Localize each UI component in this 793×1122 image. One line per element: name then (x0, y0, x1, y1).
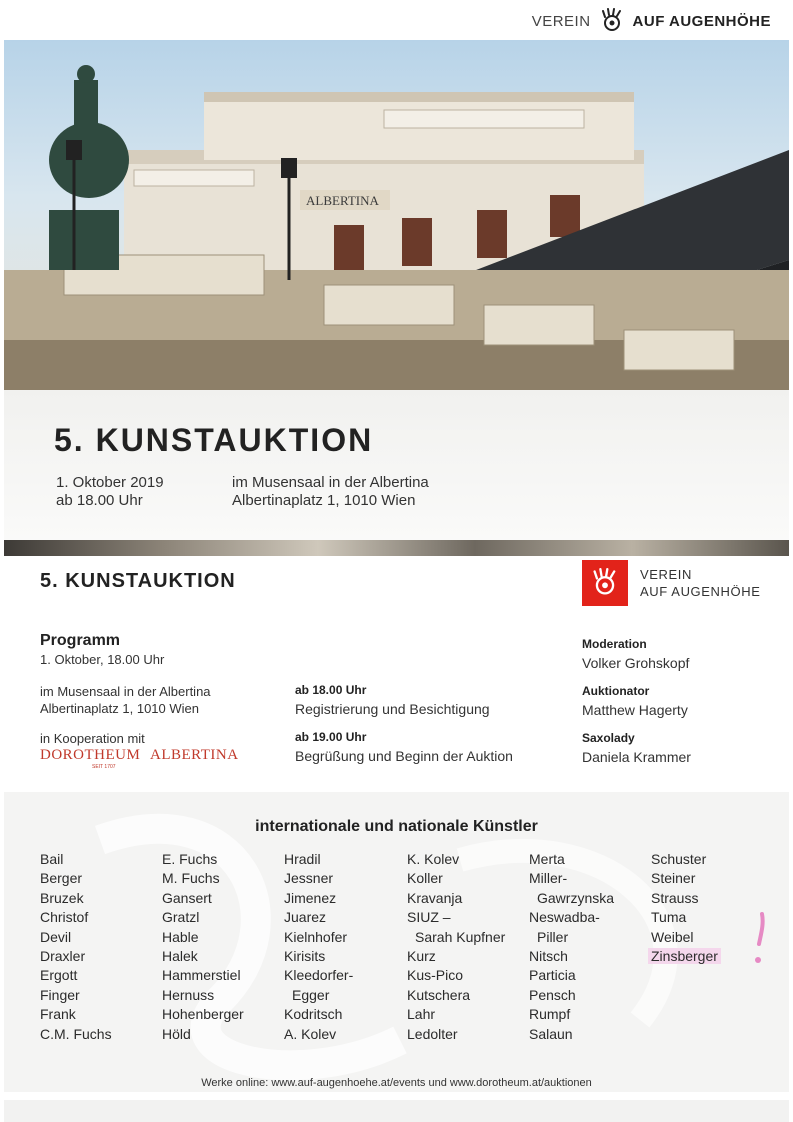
artist-name: Lahr (407, 1006, 436, 1023)
hand-eye-logo-icon (590, 568, 620, 598)
artist-name: Kutschera (407, 986, 471, 1003)
artist-name: Nitsch (529, 948, 568, 965)
artist-name: Hradil (284, 851, 321, 867)
role-label: Saxolady (582, 731, 635, 745)
artist-name: Sarah Kupfner (415, 928, 506, 945)
schedule-time: ab 19.00 Uhr (295, 730, 367, 744)
artist-name: Particia (529, 967, 576, 984)
role-name: Volker Grohskopf (582, 655, 690, 671)
hero-photo (4, 40, 789, 390)
artist-name: Ergott (40, 967, 78, 984)
role-label: Auktionator (582, 684, 650, 698)
role-label: Moderation (582, 637, 647, 651)
hand-eye-logo-icon (599, 8, 625, 34)
verein-logo (582, 560, 760, 606)
artist-name: Ledolter (407, 1025, 458, 1042)
artist-name: Hohenberger (162, 1006, 244, 1023)
artist-name: Kielnhofer (284, 928, 348, 945)
bottom-bar (4, 1100, 789, 1122)
cooperation-label: in Kooperation mit (40, 731, 145, 746)
artist-name: Hammerstiel (162, 967, 241, 984)
photo-strip (4, 540, 789, 556)
artist-name: Jessner (284, 870, 334, 887)
artist-name: Gawrzynska (537, 889, 615, 906)
role-name: Daniela Krammer (582, 749, 691, 765)
artist-name: Koller (407, 870, 443, 887)
role-name: Matthew Hagerty (582, 702, 688, 718)
dorotheum-logo: DOROTHEUM (40, 747, 141, 763)
event-venue: im Musensaal in der Albertina (232, 474, 429, 491)
artist-name: A. Kolev (284, 1025, 337, 1042)
brand-name: AUF AUGENHÖHE (632, 12, 771, 30)
artist-name: K. Kolev (407, 851, 460, 867)
artist-column (407, 850, 505, 1044)
artist-name: Bruzek (40, 889, 84, 906)
artist-column (162, 850, 244, 1044)
artist-name: Juarez (284, 909, 327, 926)
logo-line-1: VEREIN (640, 567, 693, 582)
artist-name: Pensch (529, 986, 576, 1003)
artist-name: Finger (40, 986, 80, 1003)
artist-name: Höld (162, 1025, 191, 1042)
schedule-text: Begrüßung und Beginn der Auktion (295, 748, 513, 764)
schedule-text: Registrierung und Besichtigung (295, 701, 490, 717)
albertina-sign: ALBERTINA (306, 193, 379, 208)
artist-name: Halek (162, 948, 198, 965)
event-date: 1. Oktober 2019 (56, 474, 164, 491)
artist-name: Merta (529, 851, 565, 867)
artist-name: Berger (40, 870, 83, 887)
artist-name: Bail (40, 851, 64, 867)
footer-text: Werke online: www.auf-augenhoehe.at/events und www.dorotheum.at/auktionen (201, 1077, 592, 1089)
artist-name: Kodritsch (284, 1006, 343, 1023)
artist-name: Egger (292, 986, 330, 1003)
artist-name: Neswadba- (529, 909, 600, 926)
artist-name: Kirisits (284, 948, 326, 965)
schedule-time: ab 18.00 Uhr (295, 683, 367, 697)
artist-name: Kravanja (407, 889, 463, 906)
verein-logo-mark (582, 560, 628, 606)
artist-name: E. Fuchs (162, 851, 218, 867)
artist-name: Devil (40, 928, 72, 945)
artist-name: M. Fuchs (162, 870, 220, 887)
artist-column (529, 850, 614, 1044)
artist-name: Hable (162, 928, 199, 945)
program-venue: im Musensaal in der Albertina (40, 684, 211, 699)
event-title: 5. KUNSTAUKTION (54, 422, 374, 458)
artist-name: Christof (40, 909, 89, 926)
artist-name: Weibel (651, 928, 694, 945)
header-brand (532, 8, 771, 34)
exclamation-mark-icon (750, 910, 772, 970)
artist-name: C.M. Fuchs (40, 1025, 112, 1042)
artist-name: Kurz (407, 948, 436, 965)
artist-column (651, 850, 721, 966)
artists-heading: internationale und nationale Künstler (255, 818, 538, 835)
artist-name: Schuster (651, 851, 707, 867)
artist-name: Tuma (651, 909, 687, 926)
artist-column (284, 850, 353, 1044)
artist-name: Gratzl (162, 909, 200, 926)
artist-name: Salaun (529, 1025, 573, 1042)
event-time: ab 18.00 Uhr (56, 492, 143, 509)
logo-line-2: AUF AUGENHÖHE (640, 584, 761, 599)
artist-name: Rumpf (529, 1006, 571, 1023)
program-address: Albertinaplatz 1, 1010 Wien (40, 701, 199, 716)
artist-name: Kus-Pico (407, 967, 464, 984)
program-heading: Programm (40, 632, 121, 649)
artist-name: Frank (40, 1006, 76, 1023)
artist-name-highlighted (651, 947, 721, 966)
section-title: 5. KUNSTAUKTION (40, 570, 236, 592)
artist-name: Strauss (651, 889, 699, 906)
artist-name: Steiner (651, 870, 696, 887)
artist-name: Jimenez (284, 889, 337, 906)
artist-name: Miller- (529, 870, 568, 887)
ghosted-background (4, 390, 789, 540)
dorotheum-since: SEIT 1707 (92, 764, 116, 770)
artist-name: Gansert (162, 889, 212, 906)
program-date: 1. Oktober, 18.00 Uhr (40, 652, 165, 667)
artist-name: Hernuss (162, 986, 215, 1003)
brand-prefix: VEREIN (531, 12, 591, 30)
artist-name: Piller (537, 928, 569, 945)
artist-name: Draxler (40, 948, 86, 965)
albertina-logo: ALBERTINA (150, 747, 239, 763)
artist-name: SIUZ – (407, 909, 451, 926)
artist-column (40, 850, 112, 1044)
highlight-marker: Zinsberger (648, 948, 721, 964)
artist-name: Kleedorfer- (284, 967, 354, 984)
event-address: Albertinaplatz 1, 1010 Wien (232, 492, 416, 509)
